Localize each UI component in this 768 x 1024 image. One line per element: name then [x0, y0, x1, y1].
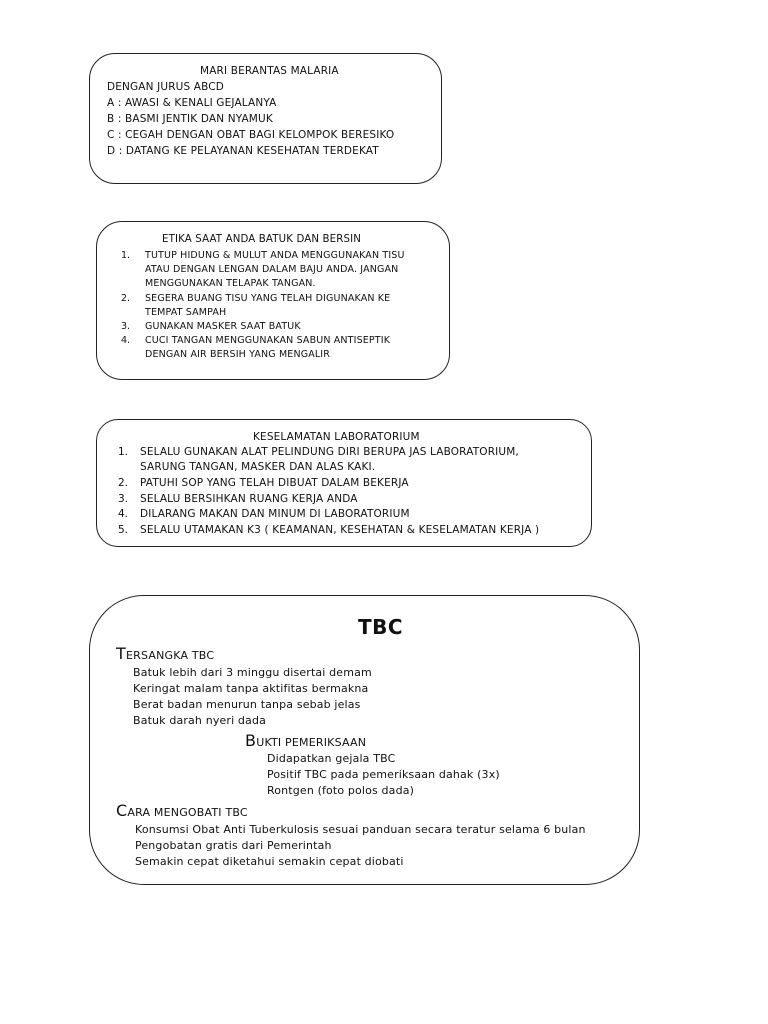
lab-item-2-number: 2. — [118, 477, 129, 489]
etika-item-1-line-3: MENGGUNAKAN TELAPAK TANGAN. — [145, 278, 316, 289]
lab-item-5-line-1: SELALU UTAMAKAN K3 ( KEAMANAN, KESEHATAN & KESELAMATAN KERJA ) — [140, 524, 540, 536]
lab-item-1-line-1: SELALU GUNAKAN ALAT PELINDUNG DIRI BERUPA JAS LABORATORIUM, — [140, 446, 519, 458]
malaria-item-d: D : DATANG KE PELAYANAN KESEHATAN TERDEKAT — [107, 145, 379, 157]
cara-item-2: Pengobatan gratis dari Pemerintah — [135, 839, 332, 852]
tersangka-heading — [116, 646, 214, 662]
bukti-heading-rest: UKTI PEMERIKSAAN — [256, 736, 367, 749]
etika-item-2-line-1: SEGERA BUANG TISU YANG TELAH DIGUNAKAN KE — [145, 293, 391, 304]
etika-item-4-line-2: DENGAN AIR BERSIH YANG MENGALIR — [145, 349, 331, 360]
cara-heading-rest: ARA MENGOBATI TBC — [127, 806, 248, 819]
lab-item-2-line-1: PATUHI SOP YANG TELAH DIBUAT DALAM BEKERJA — [140, 477, 409, 489]
lab-item-3-line-1: SELALU BERSIHKAN RUANG KERJA ANDA — [140, 493, 358, 505]
malaria-subtitle: DENGAN JURUS ABCD — [107, 81, 225, 93]
cara-item-3: Semakin cepat diketahui semakin cepat diobati — [135, 855, 404, 868]
etika-item-4-number: 4. — [121, 335, 131, 346]
cara-item-1: Konsumsi Obat Anti Tuberkulosis sesuai panduan secara teratur selama 6 bulan — [135, 823, 586, 836]
etika-item-1-number: 1. — [121, 250, 131, 261]
lab-item-4-number: 4. — [118, 508, 129, 520]
etika-item-2-number: 2. — [121, 293, 131, 304]
tersangka-item-2: Keringat malam tanpa aktifitas bermakna — [133, 682, 369, 695]
bukti-item-3: Rontgen (foto polos dada) — [267, 784, 415, 797]
lab-item-3-number: 3. — [118, 493, 129, 505]
tersangka-item-1: Batuk lebih dari 3 minggu disertai demam — [133, 666, 372, 679]
etika-item-1-line-1: TUTUP HIDUNG & MULUT ANDA MENGGUNAKAN TISU — [145, 250, 405, 261]
malaria-title: MARI BERANTAS MALARIA — [200, 65, 339, 77]
bukti-heading-cap: B — [245, 731, 257, 750]
bukti-item-1: Didapatkan gejala TBC — [267, 752, 396, 765]
etika-title: ETIKA SAAT ANDA BATUK DAN BERSIN — [162, 234, 362, 245]
tbc-title: TBC — [358, 615, 404, 639]
malaria-item-c: C : CEGAH DENGAN OBAT BAGI KELOMPOK BERESIKO — [107, 129, 395, 141]
etika-item-3-line-1: GUNAKAN MASKER SAAT BATUK — [145, 321, 301, 332]
lab-item-1-number: 1. — [118, 446, 129, 458]
tersangka-heading-rest: ERSANGKA TBC — [125, 649, 215, 662]
lab-item-4-line-1: DILARANG MAKAN DAN MINUM DI LABORATORIUM — [140, 508, 410, 520]
malaria-item-b: B : BASMI JENTIK DAN NYAMUK — [107, 113, 273, 125]
tersangka-heading-cap: T — [116, 644, 126, 663]
etika-item-2-line-2: TEMPAT SAMPAH — [145, 307, 227, 318]
malaria-item-a: A : AWASI & KENALI GEJALANYA — [107, 97, 277, 109]
bukti-item-2: Positif TBC pada pemeriksaan dahak (3x) — [267, 768, 500, 781]
lab-item-1-line-2: SARUNG TANGAN, MASKER DAN ALAS KAKI. — [140, 461, 376, 473]
bukti-heading — [245, 733, 366, 749]
lab-title: KESELAMATAN LABORATORIUM — [253, 431, 420, 443]
cara-heading — [116, 803, 248, 819]
cara-heading-cap: C — [116, 801, 128, 820]
tersangka-item-4: Batuk darah nyeri dada — [133, 714, 266, 727]
etika-item-1-line-2: ATAU DENGAN LENGAN DALAM BAJU ANDA. JANGAN — [145, 264, 399, 275]
etika-item-4-line-1: CUCI TANGAN MENGGUNAKAN SABUN ANTISEPTIK — [145, 335, 391, 346]
tersangka-item-3: Berat badan menurun tanpa sebab jelas — [133, 698, 361, 711]
etika-item-3-number: 3. — [121, 321, 131, 332]
lab-item-5-number: 5. — [118, 524, 129, 536]
